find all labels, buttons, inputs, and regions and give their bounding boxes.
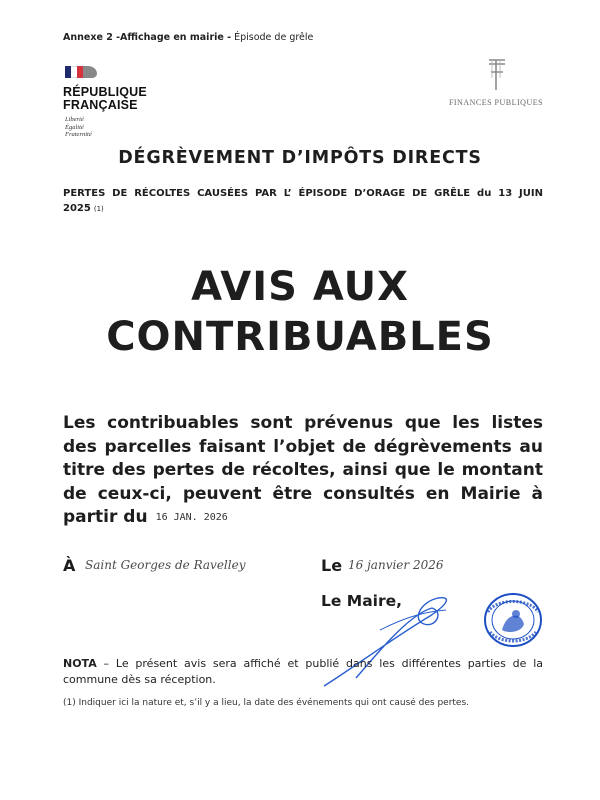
le-label: Le (321, 556, 343, 575)
notice-body (63, 412, 543, 530)
handwritten-place: Saint Georges de Ravelley (85, 558, 246, 572)
republique-francaise-logo (63, 66, 183, 139)
avis-line-2: CONTRIBUABLES (106, 314, 494, 360)
rf-line-1: RÉPUBLIQUE (63, 85, 147, 99)
handwritten-date: 16 janvier 2026 (348, 558, 444, 572)
motto-liberte: Liberté (65, 116, 84, 123)
annexe-line (63, 32, 313, 43)
nota-label: NOTA (63, 657, 97, 670)
nota-paragraph (63, 656, 543, 688)
place-date-line (63, 556, 543, 584)
subtitle-text: PERTES DE RÉCOLTES CAUSÉES PAR L’ ÉPISODE D’ORAGE DE GRÊLE du 13 JUIN 2025 (63, 188, 543, 214)
rf-name (63, 86, 183, 112)
notice-text: Les contribuables sont prévenus que les listes des parcelles faisant l’objet de dégrèvements au titre des pertes de récoltes, ainsi que le montant de ceux-ci, peuvent être consultés en Mairie à partir du (63, 413, 543, 527)
footnote: (1) Indiquer ici la nature et, s’il y a lieu, la date des événements qui ont causé des pertes. (63, 698, 470, 708)
marianne-flag-icon (63, 66, 101, 82)
subtitle (63, 186, 543, 217)
fp-label: FINANCES PUBLIQUES (448, 98, 544, 107)
annexe-label: Annexe 2 -Affichage en mairie - (63, 32, 232, 43)
rf-motto (65, 116, 183, 139)
motto-fraternite: Fraternité (65, 131, 92, 138)
avis-heading (0, 262, 600, 362)
municipal-seal-stamp (478, 590, 548, 650)
rf-line-2: FRANÇAISE (63, 98, 138, 112)
maire-label: Le Maire, (321, 592, 403, 610)
nota-text: – Le présent avis sera affiché et publié dans les différentes parties de la commune dès sa réception. (63, 657, 543, 686)
page-title: DÉGRÈVEMENT D’IMPÔTS DIRECTS (118, 148, 482, 168)
annexe-episode: Épisode de grêle (231, 32, 314, 43)
finances-publiques-logo (440, 58, 552, 107)
date-stamp: 16 JAN. 2026 (155, 512, 228, 523)
avis-line-1: AVIS AUX (191, 264, 409, 310)
subtitle-note: (1) (93, 205, 104, 213)
a-label: À (63, 556, 76, 575)
motto-egalite: Égalité (65, 123, 84, 131)
fp-monogram-icon (481, 58, 511, 92)
